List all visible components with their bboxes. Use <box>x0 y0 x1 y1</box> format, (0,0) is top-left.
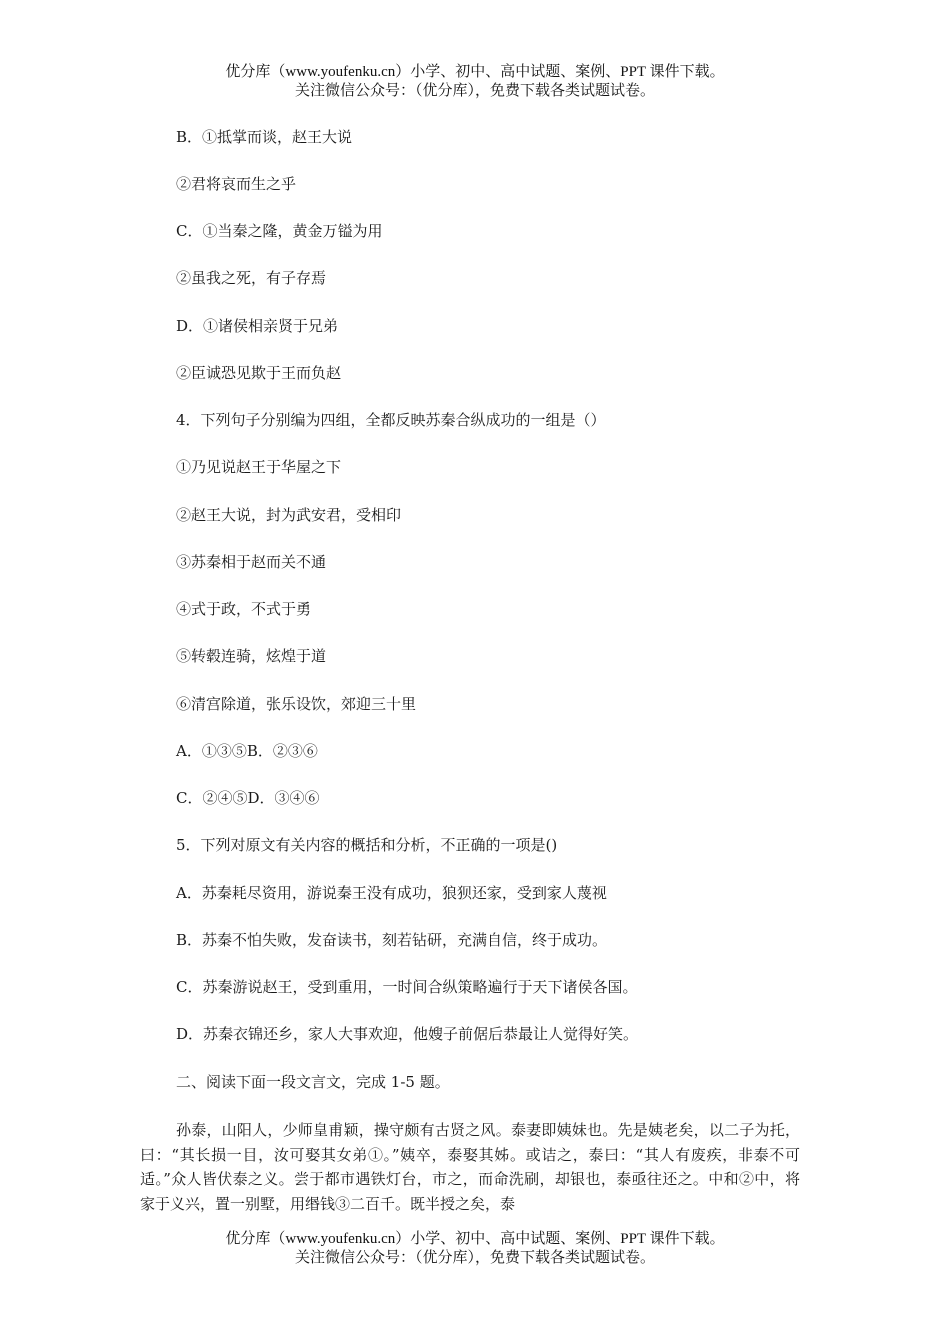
question-5: 5．下列对原文有关内容的概括和分析，不正确的一项是() <box>176 836 558 854</box>
option-b-1: B．①抵掌而谈，赵王大说 <box>176 128 353 146</box>
q4-item-4: ④式于政，不式于勇 <box>176 600 312 618</box>
q5-option-c: C．苏秦游说赵王，受到重用，一时间合纵策略遍行于天下诸侯各国。 <box>176 978 638 996</box>
option-c-1: C．①当秦之隆，黄金万镒为用 <box>176 222 383 240</box>
option-d-1: D．①诸侯相亲贤于兄弟 <box>176 317 339 335</box>
q5-option-d: D．苏秦衣锦还乡，家人大事欢迎，他嫂子前倨后恭最让人觉得好笑。 <box>176 1025 639 1043</box>
option-b-2: ②君将哀而生之乎 <box>176 175 297 193</box>
question-4: 4．下列句子分别编为四组，全都反映苏秦合纵成功的一组是（） <box>176 411 606 429</box>
q4-item-1: ①乃见说赵王于华屋之下 <box>176 458 342 476</box>
q4-item-2: ②赵王大说，封为武安君，受相印 <box>176 506 402 524</box>
header-line-2: 关注微信公众号：（优分库），免费下载各类试题试卷。 <box>294 83 655 99</box>
q4-options-ab: A．①③⑤B．②③⑥ <box>176 742 318 760</box>
option-d-2: ②臣诚恐见欺于王而负赵 <box>176 364 342 382</box>
page-footer <box>0 1230 950 1268</box>
q4-options-cd: C．②④⑤D．③④⑥ <box>176 789 320 807</box>
option-c-2: ②虽我之死，有子存焉 <box>176 269 327 287</box>
q5-option-b: B．苏秦不怕失败，发奋读书，刻若钻研，充满自信，终于成功。 <box>176 931 608 949</box>
section-2-heading: 二、阅读下面一段文言文，完成 1-5 题。 <box>176 1073 450 1091</box>
passage-text: 孙泰，山阳人，少师皇甫颖，操守颇有古贤之风。泰妻即姨妹也。先是姨老矣，以二子为托，曰：“其长损一目，汝可娶其女弟①。”姨卒，泰娶其姊。或诘之，泰曰：“其人有废疾，非泰不可适。”众人皆伏泰之义。尝于都市遇铁灯台，市之，而命洗刷，却银也，泰亟往还之。中和②中，将家于义兴，置一别墅，用缗钱③二百千。既半授之矣，泰 <box>140 1121 800 1213</box>
footer-line-2: 关注微信公众号：（优分库），免费下载各类试题试卷。 <box>294 1250 655 1266</box>
q5-option-a: A．苏秦耗尽资用，游说秦王没有成功，狼狈还家，受到家人蔑视 <box>176 884 607 902</box>
q4-item-6: ⑥清宫除道，张乐设饮，郊迎三十里 <box>176 695 417 713</box>
footer-line-1: 优分库（www.youfenku.cn）小学、初中、高中试题、案例、PPT 课件下载。 <box>225 1231 725 1247</box>
header-line-1: 优分库（www.youfenku.cn）小学、初中、高中试题、案例、PPT 课件下载。 <box>225 64 725 80</box>
q4-item-5: ⑤转毂连骑，炫煌于道 <box>176 647 327 665</box>
q4-item-3: ③苏秦相于赵而关不通 <box>176 553 327 571</box>
